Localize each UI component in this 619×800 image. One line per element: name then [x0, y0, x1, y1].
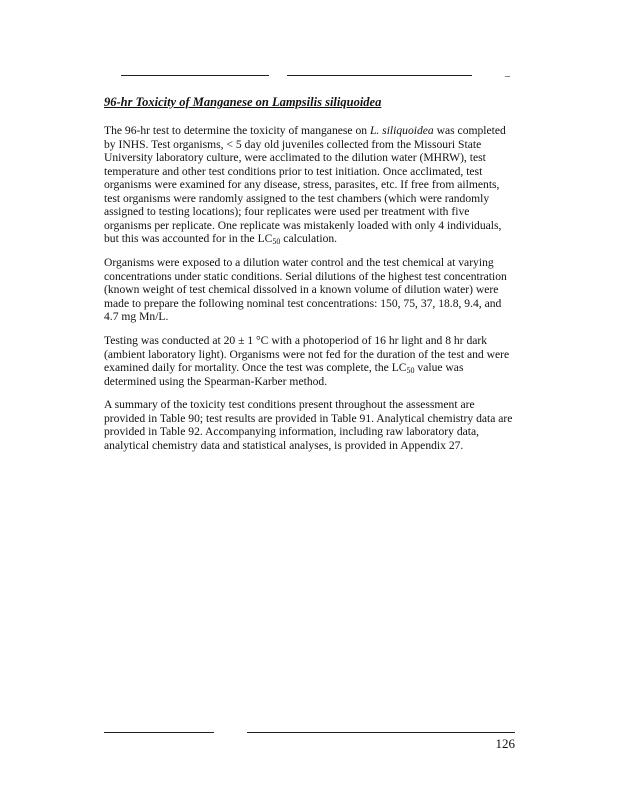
heading-prefix: 96-hr Toxicity of Manganese on	[104, 95, 272, 109]
p3-subscript: 50	[406, 366, 415, 375]
p1-species: L. siliquoidea	[369, 124, 434, 137]
header-rule-left	[121, 75, 269, 76]
p1-text-a: The 96-hr test to determine the toxicity of manganese on	[104, 124, 370, 137]
paragraph-summary: A summary of the toxicity test conditions present throughout the assessment are provided in Table 90; test results are provided in Table 91. Analytical chemistry data are provided in Table 92. Accompanying information, including raw laboratory data, analytical chemistry data and statistical analyses, is provided in Appendix 27.	[104, 398, 513, 452]
p1-text-c: calculation.	[280, 232, 338, 245]
p1-text-b: was completed by INHS. Test organisms, < 5 day old juveniles collected from the Missouri State University laboratory culture, were acclimated to the dilution water (MHRW), test temperature and other test conditions prior to test initiation. Once acclimated, test organisms were examined for any disease, stress, parasites, etc. If free from ailments, test organisms were randomly assigned to the test chambers (which were randomly assigned to testing locations); four replicates were used per treatment with five organisms per replicate. One replicate was mistakenly loaded with only 4 individuals, but this was accounted for in the LC	[104, 124, 506, 245]
heading-species: Lampsilis siliquoidea	[271, 95, 382, 109]
footer-rule-right	[247, 732, 515, 733]
footer-rule-left	[104, 732, 214, 733]
p3-text-a: Testing was conducted at 20 ± 1 °C with a photoperiod of 16 hr light and 8 hr dark (ambient laboratory light). Organisms were not fed for the duration of the test and were examined daily for mortality. Once the test was complete, the LC	[104, 334, 510, 374]
paragraph-exposure: Organisms were exposed to a dilution water control and the test chemical at varying concentrations under static conditions. Serial dilutions of the highest test concentration (known weight of test chemical dissolved in a known volume of dilution water) were made to prepare the following nominal test concentrations: 150, 75, 37, 18.8, 9.4, and 4.7 mg Mn/L.	[104, 256, 507, 323]
section-heading	[104, 95, 381, 110]
paragraph-conditions	[104, 334, 516, 388]
page-number: 126	[495, 736, 515, 751]
p3-text-b: value was determined using the Spearman-Karber method.	[104, 361, 464, 388]
header-rule-right	[287, 75, 472, 76]
p1-subscript: 50	[272, 237, 281, 246]
header-mark: _	[505, 67, 510, 78]
paragraph-test-procedure	[104, 124, 516, 246]
